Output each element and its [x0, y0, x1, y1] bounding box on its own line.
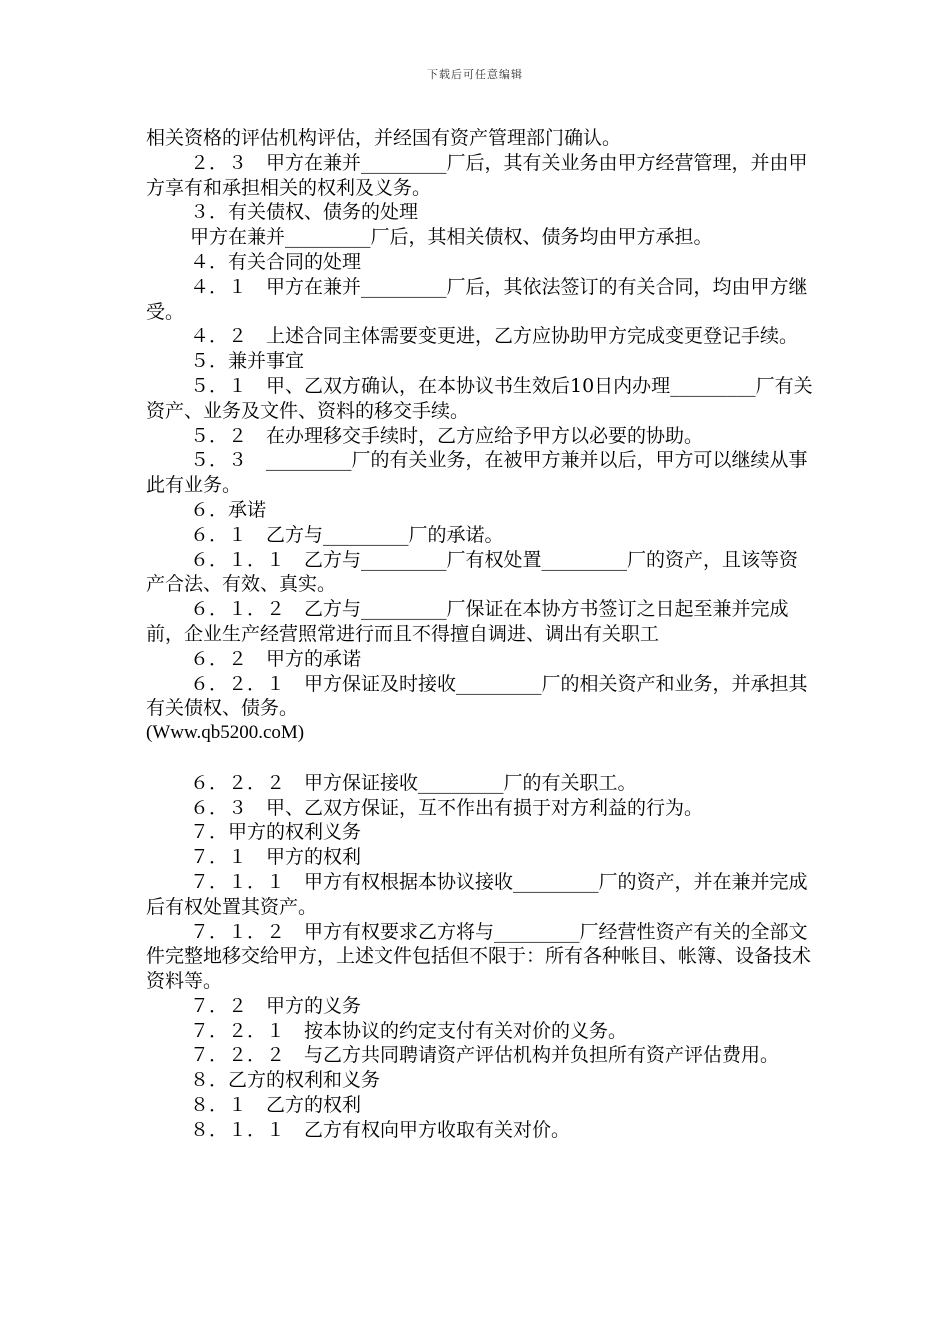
paragraph: 相关资格的评估机构评估，并经国有资产管理部门确认。 [146, 127, 622, 149]
clause-6-1: ６．１ 乙方与_________厂的承诺。 [190, 523, 504, 546]
clause-2-3: ２．３ 甲方在兼并_________厂后，其有关业务由甲方经营管理，并由甲方享有和承担相关的权利及义务。 [146, 151, 808, 199]
clause-6-1-1: ６．１．１ 乙方与_________厂有权处置_________厂的资产，且该等资产合法、有效、真实。 [146, 548, 799, 596]
clause-8-1: ８．１ 乙方的权利 [190, 1094, 362, 1117]
clause-7-1: ７．１ 甲方的权利 [190, 846, 362, 869]
paragraph: 甲方在兼并_________厂后，其相关债权、债务均由甲方承担。 [190, 226, 713, 249]
clause-6-3: ６．３ 甲、乙双方保证，互不作出有损于对方利益的行为。 [190, 796, 704, 819]
section-4-heading: ４．有关合同的处理 [190, 250, 362, 273]
clause-7-1-1: ７．１．１ 甲方有权根据本协议接收_________厂的资产，并在兼并完成后有权处置其资产。 [146, 870, 808, 918]
section-3-heading: ３．有关债权、债务的处理 [190, 201, 419, 224]
clause-6-1-2: ６．１．２ 乙方与_________厂保证在本协方书签订之日起至兼并完成前，企业生产经营照常进行而且不得擅自调进、调出有关职工 [146, 598, 789, 645]
clause-7-2: ７．２ 甲方的义务 [190, 994, 362, 1017]
source-watermark-text: (Www.qb5200.coM) [146, 722, 305, 744]
section-7-heading: ７．甲方的权利义务 [190, 821, 362, 844]
clause-6-2-1: ６．２．１ 甲方保证及时接收_________厂的相关资产和业务，并承担其有关债权、债务。 [146, 672, 808, 720]
section-5-heading: ５．兼并事宜 [190, 350, 305, 373]
header-note: 下载后可任意编辑 [427, 68, 523, 81]
section-8-heading: ８．乙方的权利和义务 [190, 1069, 381, 1092]
document-body [146, 126, 814, 1143]
clause-5-3: ５．３ _________厂的有关业务，在被甲方兼并以后，甲方可以继续从事此有业务。 [146, 449, 808, 497]
clause-4-2: ４．２ 上述合同主体需要变更进，乙方应协助甲方完成变更登记手续。 [190, 325, 799, 348]
section-6-heading: ６．承诺 [190, 498, 267, 521]
clause-7-2-1: ７．２．１ 按本协议的约定支付有关对价的义务。 [190, 1019, 628, 1042]
clause-6-2-2: ６．２．２ 甲方保证接收_________厂的有关职工。 [190, 771, 637, 794]
clause-5-2: ５．２ 在办理移交手续时，乙方应给予甲方以必要的协助。 [190, 424, 704, 447]
blank-line [146, 746, 814, 771]
clause-7-2-2: ７．２．２ 与乙方共同聘请资产评估机构并负担所有资产评估费用。 [190, 1044, 780, 1067]
clause-4-1: ４．１ 甲方在兼并_________厂后，其依法签订的有关合同，均由甲方继受。 [146, 275, 808, 323]
clause-5-1: ５．１ 甲、乙双方确认，在本协议书生效后10日内办理_________厂有关资产、业务及文件、资料的移交手续。 [146, 374, 813, 422]
clause-6-2: ６．２ 甲方的承诺 [190, 647, 362, 670]
clause-7-1-2: ７．１．２ 甲方有权要求乙方将与_________厂经营性资产有关的全部文件完整地移交给甲方，上述文件包括但不限于：所有各种帐目、帐簿、设备技术资料等。 [146, 920, 812, 993]
clause-8-1-1: ８．１．１ 乙方有权向甲方收取有关对价。 [190, 1118, 571, 1141]
